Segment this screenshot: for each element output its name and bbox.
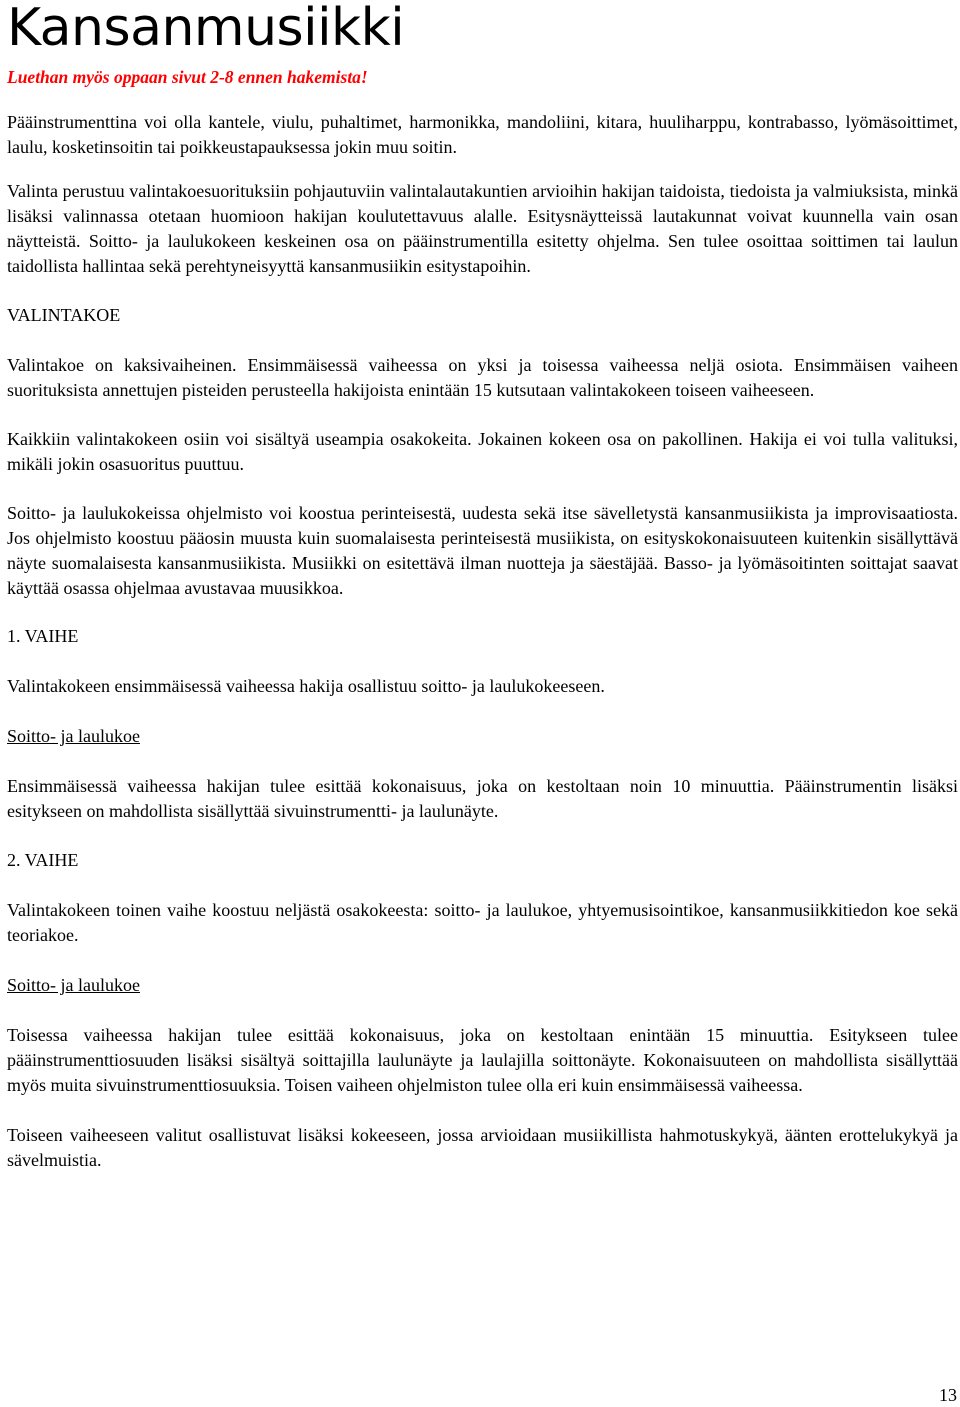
selection-basis-paragraph: Valinta perustuu valintakoesuorituksiin pohjautuviin valintalautakuntien arvioihin hakijan taidoista, tiedoista ja valmiuksista, minkä lisäksi valinnassa otetaan huomioon hakijan koulutettavuus alalle. Esitysnäytteissä lautakunnat voivat kuunnella vain osan näytteistä. Soitto- ja laulukokeen keskeinen osa on pääinstrumentilla esitetty ohjelma. Sen tulee osoittaa soittimen tai laulun taidollista hallintaa sekä perehtyneisyyttä kansanmusiikin esitystapoihin.: [7, 181, 958, 276]
phase2-heading: 2. VAIHE: [7, 850, 79, 870]
phase2-paragraph: Valintakokeen toinen vaihe koostuu neljästä osakokeesta: soitto- ja laulukoe, yhtyemusisointikoe, kansanmusiikkitiedon koe sekä teoriakoe.: [7, 900, 958, 945]
phase1-heading: 1. VAIHE: [7, 626, 79, 646]
reading-note: Luethan myös oppaan sivut 2-8 ennen hakemista!: [7, 67, 368, 87]
phase2-subheading: Soitto- ja laulukoe: [7, 975, 140, 995]
valintakoe-heading: VALINTAKOE: [7, 305, 121, 325]
document-title: Kansanmusiikki: [7, 0, 405, 58]
intro-paragraph: Pääinstrumenttina voi olla kantele, viulu, puhaltimet, harmonikka, mandoliini, kitara, huuliharppu, kontrabasso, lyömäsoittimet, laulu, kosketinsoitin tai poikkeustapauksessa jokin muu soitin.: [7, 112, 958, 157]
phase1-paragraph: Valintakokeen ensimmäisessä vaiheessa hakija osallistuu soitto- ja laulukokeeseen.: [7, 676, 605, 696]
phase2-extra-paragraph: Toiseen vaiheeseen valitut osallistuvat lisäksi kokeeseen, jossa arvioidaan musiikillista hahmotuskykyä, äänten erottelukykyä ja sävelmuistia.: [7, 1125, 958, 1170]
page-number: 13: [939, 1385, 957, 1405]
program-paragraph: Soitto- ja laulukokeissa ohjelmisto voi koostua perinteisestä, uudesta sekä itse sävelletystä kansanmusiikista ja improvisaatiosta. Jos ohjelmisto koostuu pääosin muusta kuin suomalaisesta perinteisestä musiikista, on esityskokonaisuuteen kuitenkin sisällyttävä näyte suomalaisesta kansanmusiikista. Musiikki on esitettävä ilman nuotteja ja säestäjää. Basso- ja lyömäsoitinten soittajat saavat käyttää osassa ohjelmaa avustavaa muusikkoa.: [7, 503, 958, 598]
valintakoe-paragraph: Valintakoe on kaksivaiheinen. Ensimmäisessä vaiheessa on yksi ja toisessa vaiheessa neljä osiota. Ensimmäisen vaiheen suorituksista annettujen pisteiden perusteella hakijoista enintään 15 kutsutaan valintakokeen toiseen vaiheeseen.: [7, 355, 958, 400]
phase1-subheading: Soitto- ja laulukoe: [7, 726, 140, 746]
phase2-sub-paragraph: Toisessa vaiheessa hakijan tulee esittää kokonaisuus, joka on kestoltaan enintään 15 minuuttia. Esitykseen tulee pääinstrumenttiosuuden lisäksi sisältyä soittajilla laulunäyte ja laulajilla soittonäyte. Kokonaisuuteen on mahdollista sisällyttää myös muita sivuinstrumenttiosuuksia. Toisen vaiheen ohjelmiston tulee olla eri kuin ensimmäisessä vaiheessa.: [7, 1025, 958, 1095]
phase1-sub-paragraph: Ensimmäisessä vaiheessa hakijan tulee esittää kokonaisuus, joka on kestoltaan noin 10 minuuttia. Pääinstrumentin lisäksi esitykseen on mahdollista sisällyttää sivuinstrumentti- ja laulunäyte.: [7, 776, 958, 821]
subtests-paragraph: Kaikkiin valintakokeen osiin voi sisältyä useampia osakokeita. Jokainen kokeen osa on pakollinen. Hakija ei voi tulla valituksi, mikäli jokin osasuoritus puuttuu.: [7, 429, 958, 474]
document-page: [7, 0, 958, 1173]
